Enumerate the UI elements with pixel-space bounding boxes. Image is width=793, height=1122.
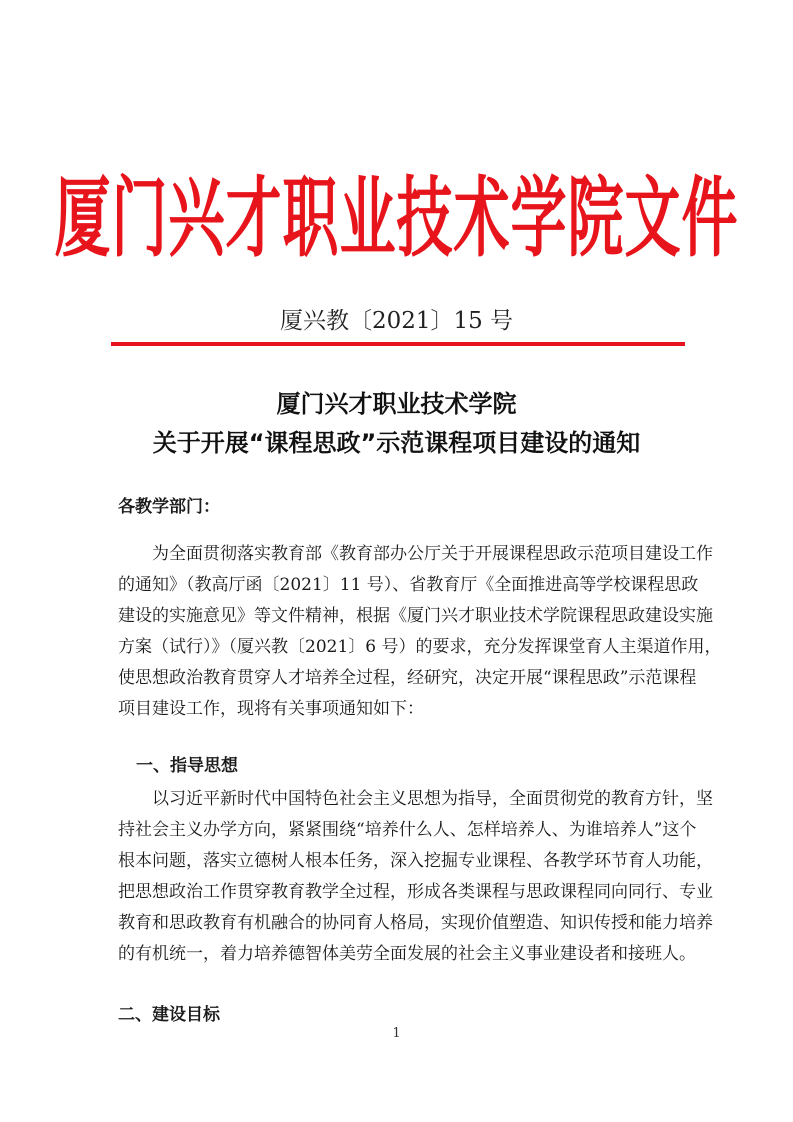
red-divider-rule — [111, 342, 685, 346]
intro-line: 为全面贯彻落实教育部《教育部办公厅关于开展课程思政示范项目建设工作 — [152, 544, 713, 564]
body-line: 根本问题，落实立德树人根本任务，深入挖掘专业课程、各教学环节育人功能， — [118, 851, 713, 871]
intro-paragraph — [118, 539, 722, 725]
body-line: 教育和思政教育有机融合的协同育人格局，实现价值塑造、知识传授和能力培养 — [118, 913, 713, 933]
intro-line: 项目建设工作，现将有关事项通知如下： — [118, 699, 424, 719]
intro-line: 使思想政治教育贯穿人才培养全过程，经研究，决定开展“课程思政”示范课程 — [118, 668, 697, 688]
intro-line: 方案（试行）》（厦兴教〔2021〕6 号）的要求，充分发挥课堂育人主渠道作用， — [118, 637, 722, 657]
page-number: 1 — [392, 1026, 401, 1041]
addressee: 各教学部门： — [118, 497, 220, 517]
section-heading-construction-goals: 二、建设目标 — [118, 1005, 220, 1025]
body-line: 持社会主义办学方向，紧紧围绕“培养什么人、怎样培养人、为谁培养人”这个 — [118, 820, 697, 840]
body-line: 把思想政治工作贯穿教育教学全过程，形成各类课程与思政课程同向同行、专业 — [118, 882, 713, 902]
guiding-ideology-paragraph — [118, 784, 713, 970]
document-number: 厦兴教〔2021〕15 号 — [279, 308, 514, 334]
section-heading-guiding-ideology: 一、指导思想 — [136, 756, 238, 776]
body-line: 的有机统一，着力培养德智体美劳全面发展的社会主义事业建设者和接班人。 — [118, 944, 696, 964]
document-masthead: 厦门兴才职业技术学院文件 — [54, 168, 739, 270]
notice-title-line-1: 厦门兴才职业技术学院 — [276, 390, 517, 418]
intro-line: 的通知》（教高厅函〔2021〕11 号）、省教育厅《全面推进高等学校课程思政 — [118, 575, 699, 595]
notice-title-line-2: 关于开展“课程思政”示范课程项目建设的通知 — [152, 429, 641, 457]
body-line: 以习近平新时代中国特色社会主义思想为指导，全面贯彻党的教育方针，坚 — [152, 789, 713, 809]
intro-line: 建设的实施意见》等文件精神，根据《厦门兴才职业技术学院课程思政建设实施 — [118, 606, 713, 626]
